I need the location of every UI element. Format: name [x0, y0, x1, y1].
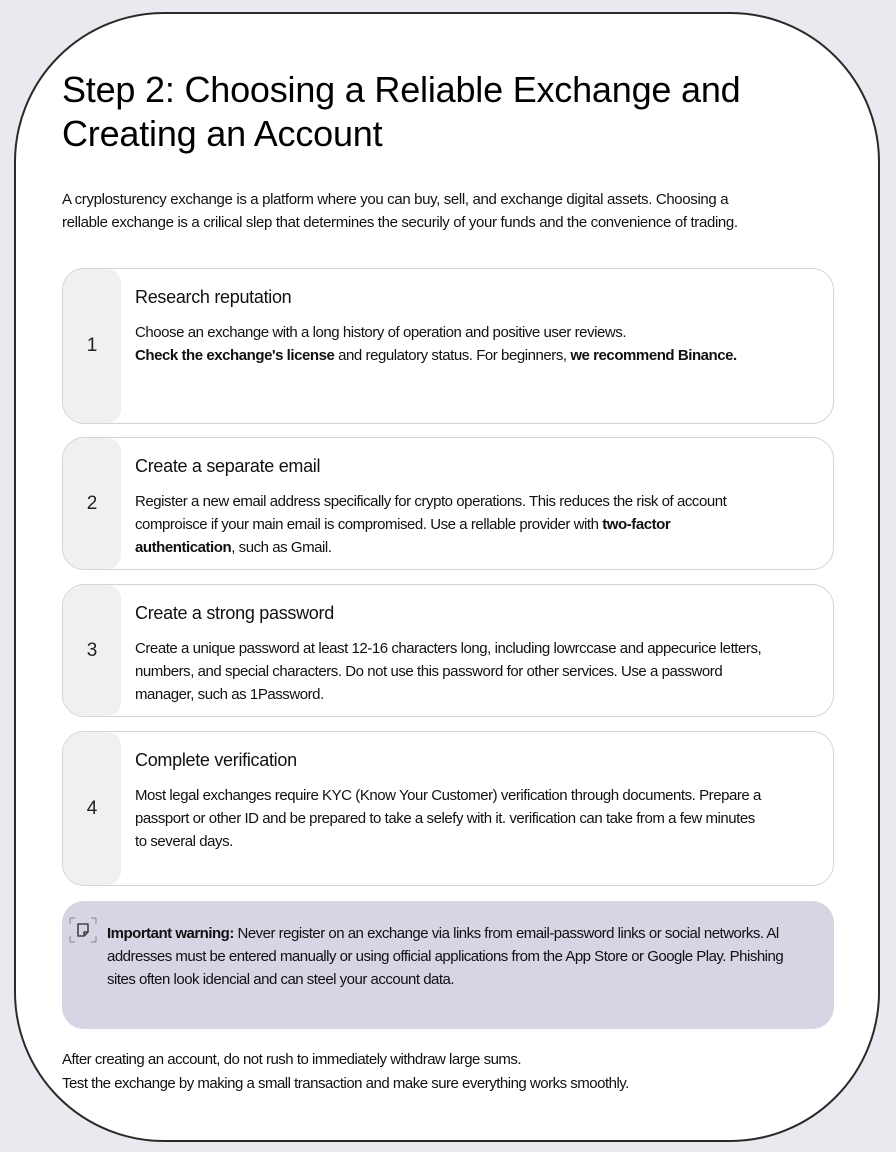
page-title	[62, 68, 740, 156]
step-body	[135, 637, 775, 706]
step-title: Research reputation	[135, 287, 292, 307]
step-body	[135, 321, 815, 367]
warning-text	[107, 922, 807, 991]
step-body-text: and regulatory status. For beginners,	[334, 347, 571, 364]
step-body-text: Choose an exchange with a long history of operation and positive user reviews.	[135, 324, 627, 341]
step-body-text: Register a new email address specifically for crypto operations. This reduces the risk of account comproisce if your main email is compromised. Use a rellable provider with	[135, 493, 727, 533]
step-body-text: Most legal exchanges require KYC (Know Your Customer) verification through documents. Prepare a passport or other ID and be prepared to take a selefy with it. verification can take from a few minutes to several days.	[135, 787, 761, 850]
step-number: 2	[63, 438, 121, 569]
step-body-bold: two-factor authentication	[135, 516, 671, 556]
step-body-bold: we recommend Binance.	[570, 347, 737, 364]
warning-label: Important warning:	[107, 925, 234, 942]
important-warning-box	[62, 901, 834, 1029]
note-icon	[68, 915, 98, 945]
intro-paragraph: A cryplosturency exchange is a platform where you can buy, sell, and exchange digital assets. Choosing a rellable exchange is a crilical slep that determines the securily of your funds and the convenience of trading.	[62, 191, 738, 231]
step-title: Create a separate email	[135, 456, 321, 476]
step-card-3	[62, 584, 834, 717]
title-line-1: Step 2: Choosing a Reliable Exchange and	[62, 69, 741, 110]
step-body-text: , such as Gmail.	[231, 539, 332, 556]
step-body	[135, 784, 765, 853]
step-title: Complete verification	[135, 750, 297, 770]
title-line-2: Creating an Account	[62, 113, 383, 154]
step-card-2	[62, 437, 834, 570]
step-body-bold: Check the exchange's license	[135, 347, 335, 364]
step-number: 1	[63, 269, 121, 423]
warning-body: Never register on an exchange via links from email-password links or social networks. Al addresses must be entered manually or using official applications from the App Store or Google Play. Phishing sites often look idencial and can steel your account data.	[107, 925, 784, 988]
step-card-1	[62, 268, 834, 424]
closing-paragraph	[62, 1048, 782, 1096]
closing-line-2: Test the exchange by making a small transaction and make sure everything works smoothly.	[62, 1075, 629, 1092]
step-card-4	[62, 731, 834, 886]
step-body-text: Create a unique password at least 12-16 characters long, including lowrccase and appecurice letters, numbers, and special characters. Do not use this password for other services. Use a password manager, such as 1Password.	[135, 640, 762, 703]
step-body	[135, 490, 735, 559]
step-number: 4	[63, 732, 121, 885]
closing-line-1: After creating an account, do not rush to immediately withdraw large sums.	[62, 1051, 522, 1068]
step-title: Create a strong password	[135, 603, 334, 623]
step-number: 3	[63, 585, 121, 716]
